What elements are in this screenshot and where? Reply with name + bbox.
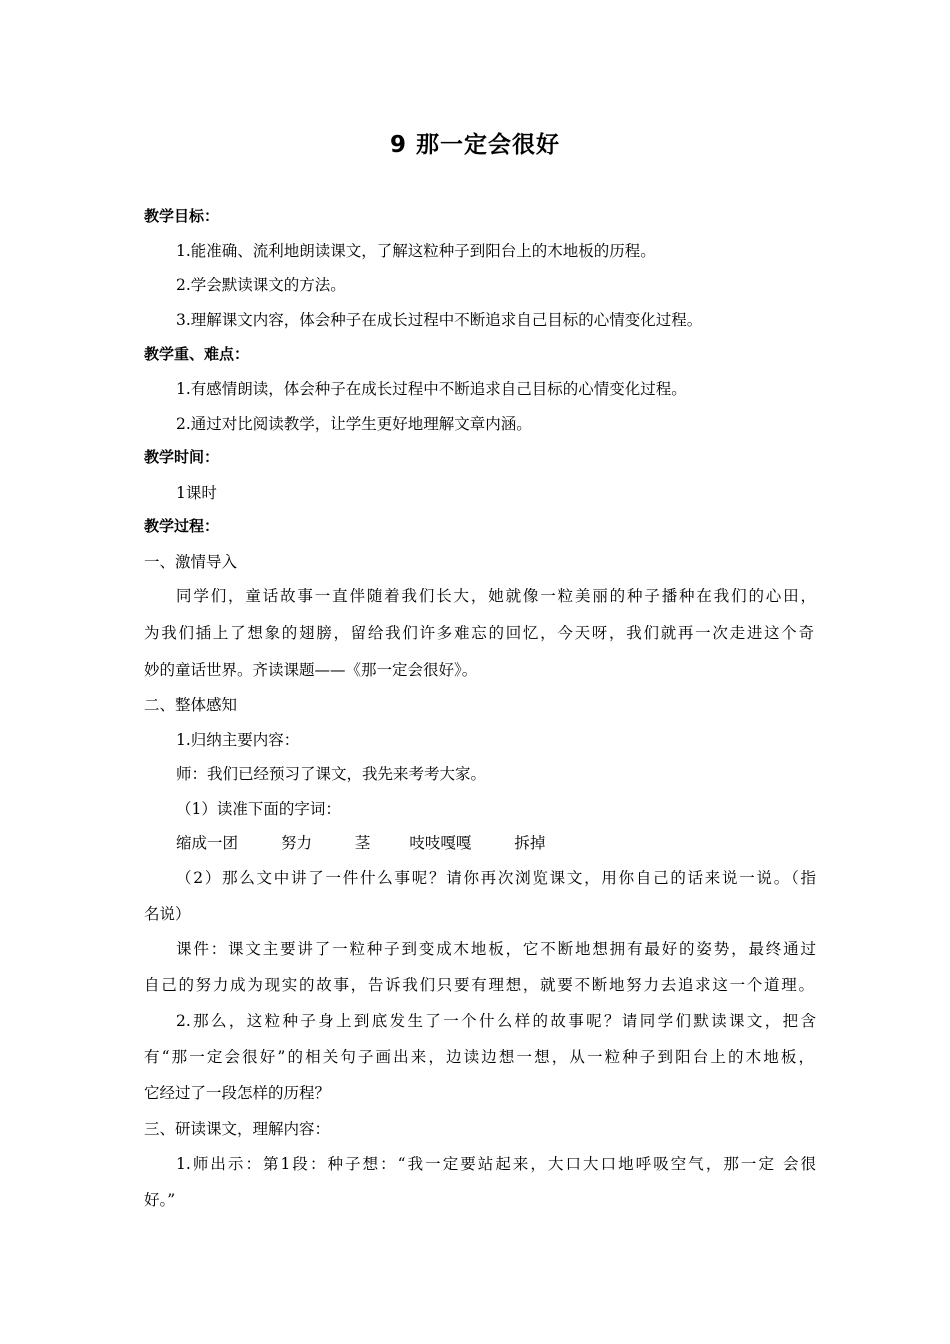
paragraph-line: 妙的童话世界。齐读课题——《那一定会很好》。: [144, 661, 478, 679]
time-value: 1课时: [176, 484, 217, 502]
paragraph-line: （2）那么文中讲了一件什么事呢？请你再次浏览课文，用你自己的话来说一说。（指: [176, 869, 816, 887]
vocab-word: 吱吱嘎嘎: [409, 834, 472, 852]
vocab-word: 缩成一团: [176, 834, 239, 852]
question-1: （1）读准下面的字词：: [176, 800, 341, 818]
vocab-word: 拆掉: [514, 834, 546, 852]
section3-title: 三、研读课文，理解内容：: [144, 1120, 331, 1138]
paragraph-line: 有“那一定会很好”的相关句子画出来，边读边想一想，从一粒种子到阳台上的木地板，: [144, 1048, 814, 1066]
paragraph-line: 课件：课文主要讲了一粒种子到变成木地板，它不断地想拥有最好的姿势，最终通过: [176, 940, 816, 958]
paragraph-line: 自己的努力成为现实的故事，告诉我们只要有理想，就要不断地努力去追求这一个道理。: [144, 976, 814, 994]
paragraph-line: 它经过了一段怎样的历程？: [144, 1084, 331, 1102]
goal-item: 2.学会默读课文的方法。: [176, 276, 346, 294]
goal-item: 3.理解课文内容，体会种子在成长过程中不断追求自己目标的心情变化过程。: [176, 311, 703, 329]
section1-title: 一、激情导入: [144, 553, 238, 571]
time-heading: 教学时间：: [144, 448, 220, 466]
keypoint-item: 1.有感情朗读，体会种子在成长过程中不断追求自己目标的心情变化过程。: [176, 380, 687, 398]
vocab-word: 努力: [280, 834, 312, 852]
goal-item: 1.能准确、流利地朗读课文，了解这粒种子到阳台上的木地板的历程。: [176, 242, 656, 260]
keypoints-heading: 教学重、难点：: [144, 345, 250, 363]
paragraph-line: 名说）: [144, 905, 191, 923]
page-title: 9 那一定会很好: [389, 132, 560, 158]
vocabulary-list: [176, 831, 816, 853]
paragraph-line: 同学们，童话故事一直伴随着我们长大，她就像一粒美丽的种子播种在我们的心田，: [176, 587, 816, 605]
teacher-line: 师：我们已经预习了课文，我先来考考大家。: [176, 765, 487, 783]
vocab-word: 茎: [354, 834, 371, 852]
section2-sub1: 1.归纳主要内容：: [176, 731, 300, 749]
keypoint-item: 2.通过对比阅读教学，让学生更好地理解文章内涵。: [176, 415, 532, 433]
section2-title: 二、整体感知: [144, 696, 238, 714]
paragraph-line: 1.师出示：第1段：种子想：“我一定要站起来，大口大口地呼吸空气，那一定 会很: [176, 1155, 816, 1173]
paragraph-line: 2.那么，这粒种子身上到底发生了一个什么样的故事呢？请同学们默读课文，把含: [176, 1012, 816, 1030]
paragraph-line: 为我们插上了想象的翅膀，留给我们许多难忘的回忆，今天呀，我们就再一次走进这个奇: [144, 624, 814, 642]
paragraph-line: 好。”: [144, 1191, 176, 1209]
process-heading: 教学过程：: [144, 517, 220, 535]
goals-heading: 教学目标：: [144, 207, 220, 225]
